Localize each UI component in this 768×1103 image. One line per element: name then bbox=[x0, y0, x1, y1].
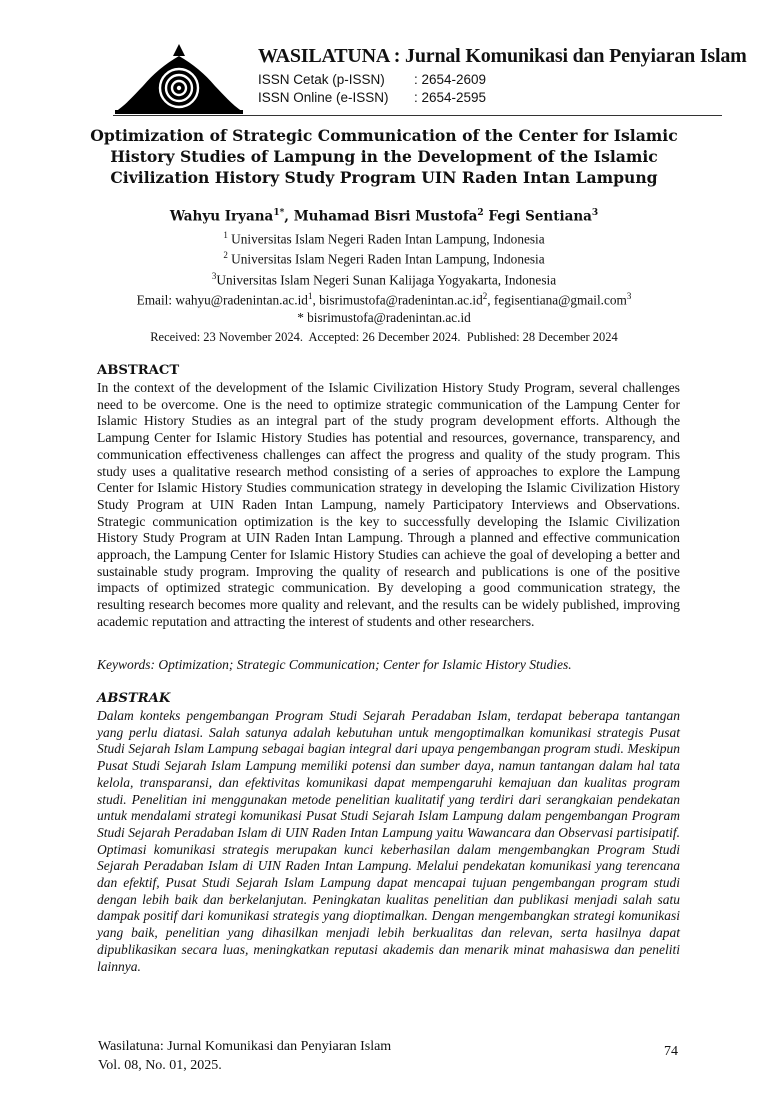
header-divider bbox=[113, 115, 722, 116]
affiliation-sup: 2 bbox=[223, 250, 228, 261]
author-list bbox=[90, 208, 678, 225]
issn-online bbox=[258, 90, 486, 105]
abstrak-text: Dalam konteks pengembangan Program Studi Sejarah Peradaban Islam, terdapat beberapa tantangan yang perlu diatasi. Salah satunya adalah kebutuhan untuk mengoptimalkan komunikasi strategis Pusat Studi Sejarah Islam Lampung sebagai bagian integral dari upaya pengembangan program studi. Meskipun Pusat Studi Sejarah Islam Lampung memiliki potensi dan sumber daya, namun tantangan dalam hal tata kelola, transparansi, dan efektivitas komunikasi dapat mempengaruhi kemajuan dan kualitas program studi. Penelitian ini menggunakan metode penelitian kualitatif yang terdiri dari serangkaian pendekatan untuk mendalami strategi komunikasi Pusat Studi Sejarah Islam Lampung dalam pengembangan Program Studi Sejarah Peradaban Islam di UIN Raden Intan Lampung yaitu Wawancara dan Observasi partisipatif. Optimasi komunikasi strategis merupakan kunci keberhasilan dalam mengembangkan Program Studi Sejarah Peradaban Islam di UIN Raden Intan Lampung. Melalui pendekatan komunikasi yang terencana dan efektif, Pusat Studi Sejarah Islam Lampung dapat mencapai tujuan pengembangan program studi dengan lebih baik dan berkelanjutan. Peningkatan kualitas penelitian dan publikasi menjadi salah satu dampak positif dari komunikasi strategis yang dioptimalkan. Dengan mengembangkan strategi komunikasi yang baik, penelitian yang dihasilkan menjadi lebih berkualitas dan relevan, serta hasilnya dapat dipublikasikan secara luas, meningkatkan reputasi akademis dan menarik minat mahasiswa dan peneliti lainnya. bbox=[97, 708, 680, 974]
corresponding-email: * bisrimustofa@radenintan.ac.id bbox=[297, 309, 471, 325]
email-text: Email: wahyu@radenintan.ac.id bbox=[136, 292, 308, 308]
publication-dates: Received: 23 November 2024. Accepted: 26 December 2024. Published: 28 December 2024 bbox=[150, 330, 618, 344]
page-number: 74 bbox=[664, 1044, 678, 1059]
abstract-heading: ABSTRACT bbox=[97, 363, 180, 378]
footer-volume: Vol. 08, No. 01, 2025. bbox=[98, 1058, 222, 1073]
journal-logo bbox=[113, 42, 245, 114]
author-sup: 3 bbox=[591, 208, 599, 218]
keywords: Keywords: Optimization; Strategic Communication; Center for Islamic History Studies. bbox=[97, 657, 572, 672]
email-sup: 1 bbox=[307, 291, 313, 302]
issn-print bbox=[258, 72, 486, 87]
email-text: , fegisentiana@gmail.com bbox=[487, 292, 627, 308]
author-sep: , bbox=[284, 208, 294, 225]
author-name: Wahyu Iryana bbox=[169, 208, 274, 225]
paper-title bbox=[90, 125, 678, 188]
issn-print-label: ISSN Cetak (p-ISSN) bbox=[258, 72, 385, 87]
issn-online-label: ISSN Online (e-ISSN) bbox=[258, 90, 389, 105]
author-name: Fegi Sentiana bbox=[483, 208, 592, 225]
affiliation-text: Universitas Islam Negeri Raden Intan Lampung, Indonesia bbox=[227, 231, 545, 247]
title-line: Civilization History Study Program UIN Raden Intan Lampung bbox=[110, 168, 658, 187]
abstract-text: In the context of the development of the Islamic Civilization History Study Program, several challenges need to be overcome. One is the need to optimize strategic communication of the Lampung Center for Islamic History Studies as an integral part of the study program development efforts. Although the Lampung Center for Islamic History Studies has potential and resources, governance, transparency, and communication effectiveness challenges can affect the progress and quality of the study program. This study uses a qualitative research method consisting of a series of approaches to explore the Lampung Center for Islamic History Studies communication strategy in developing the Islamic Civilization History Study Program at UIN Raden Intan Lampung, namely Participatory Interviews and Observations. Strategic communication optimization is the key to successfully developing the Islamic Civilization History Study Program at UIN Raden Intan Lampung. Through a planned and effective communication approach, the Lampung Center for Islamic History Studies can achieve the goal of developing a better and sustainable study program. Improving the quality of research and publications is one of the positive impacts of optimized strategic communication. By developing a good communication strategy, the resulting research becomes more quality and relevant, and the results can be widely published, improving academic reputation and attracting the interest of students and other researchers. bbox=[97, 380, 680, 629]
email-sup: 3 bbox=[626, 291, 632, 302]
affiliation-text: Universitas Islam Negeri Raden Intan Lampung, Indonesia bbox=[227, 251, 545, 267]
affiliation-text: Universitas Islam Negeri Sunan Kalijaga Yogyakarta, Indonesia bbox=[216, 272, 557, 288]
affiliation-3 bbox=[90, 268, 678, 288]
email-text: , bisrimustofa@radenintan.ac.id bbox=[312, 292, 483, 308]
issn-online-value: : 2654-2595 bbox=[414, 90, 487, 105]
journal-title: WASILATUNA : Jurnal Komunikasi dan Penyiaran Islam bbox=[258, 45, 747, 67]
email-sup: 2 bbox=[482, 291, 488, 302]
email-line bbox=[90, 288, 678, 308]
affiliation-2 bbox=[90, 247, 678, 267]
footer-citation bbox=[98, 1037, 391, 1075]
affiliation-sup: 3 bbox=[211, 270, 217, 281]
title-line: Optimization of Strategic Communication of the Center for Islamic bbox=[90, 126, 678, 145]
affiliation-sup: 1 bbox=[223, 230, 228, 240]
footer-journal: Wasilatuna: Jurnal Komunikasi dan Penyiaran Islam bbox=[98, 1039, 392, 1054]
author-sup: 1* bbox=[273, 208, 285, 218]
author-sup: 2 bbox=[477, 208, 484, 218]
title-line: History Studies of Lampung in the Development of the Islamic bbox=[110, 147, 658, 166]
affiliations bbox=[90, 227, 678, 326]
author-name: Muhamad Bisri Mustofa bbox=[293, 208, 478, 225]
affiliation-1 bbox=[90, 227, 678, 247]
abstrak-heading: ABSTRAK bbox=[97, 691, 171, 706]
issn-print-value: : 2654-2609 bbox=[414, 72, 487, 87]
